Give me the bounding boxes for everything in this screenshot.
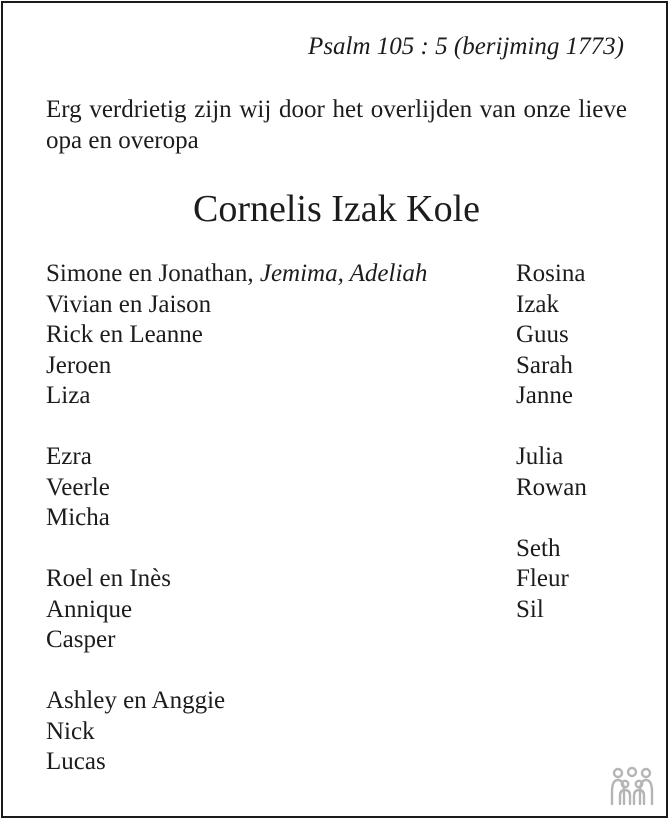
family-line: Roel en Inès [46,565,171,592]
family-line: Vivian en Jaison [46,290,212,318]
family-line: Rosina [516,260,586,287]
family-line: Julia [516,443,564,470]
deceased-name: Cornelis Izak Kole [192,188,481,230]
family-line: Micha [46,504,110,531]
family-line: Guus [516,321,569,348]
family-line: Lucas [46,748,106,775]
family-line: Rowan [516,473,587,501]
family-line: Sarah [516,351,573,379]
family-line: Izak [516,290,560,318]
family-names: Simone en Jonathan, [46,260,254,287]
family-line: Janne [516,382,573,409]
family-line: Fleur [516,565,569,592]
family-line: Liza [46,382,91,409]
family-line [46,259,427,290]
family-line: Jeroen [46,351,112,379]
family-line: Nick [46,717,95,745]
family-line: Ashley en Anggie [46,687,226,714]
great-grandchildren-names: Jemima, Adeliah [259,260,428,287]
family-line: Veerle [46,473,110,501]
family-line: Ezra [46,443,92,470]
family-line: Seth [516,534,561,562]
family-line: Annique [46,595,133,623]
family-line: Casper [46,626,116,653]
family-people-icon [608,766,656,806]
family-list-right [516,259,587,625]
family-list-left [46,259,427,778]
family-line: Sil [516,595,544,623]
death-notice-card [1,1,668,818]
intro-text: Erg verdrietig zijn wij door het overlijden van onze lieve opa en overopa [46,96,627,154]
family-line: Rick en Leanne [46,321,203,348]
psalm-reference: Psalm 105 : 5 (berijming 1773) [308,33,624,60]
